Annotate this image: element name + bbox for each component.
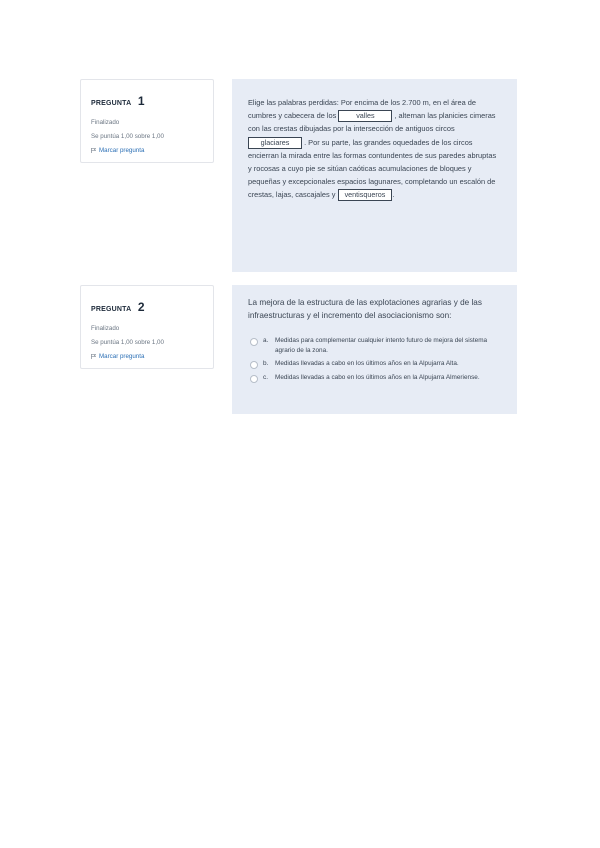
question-1-text	[232, 79, 517, 202]
answer-list	[232, 322, 517, 383]
question-2-header	[91, 298, 203, 316]
question-1-content	[232, 79, 517, 272]
question-label: PREGUNTA	[91, 306, 132, 313]
question-status: Finalizado	[91, 119, 120, 126]
answer-text: Medidas para complementar cualquier intento futuro de mejora del sistema agrario de la zona.	[275, 337, 488, 355]
flag-question-label: Marcar pregunta	[99, 147, 145, 154]
flag-icon	[91, 148, 96, 153]
question-score: Se puntúa 1,00 sobre 1,00	[91, 339, 164, 346]
question-1-header	[91, 92, 203, 110]
answer-letter: c.	[263, 373, 268, 381]
flag-question-label: Marcar pregunta	[99, 353, 145, 360]
answer-letter: a.	[263, 337, 269, 344]
question-2-text: La mejora de la estructura de las explotaciones agrarias y de las infraestructuras y el incremento del asociacionismo son:	[248, 298, 482, 320]
flag-question-link[interactable]	[91, 147, 203, 154]
answer-option-a[interactable]	[250, 336, 501, 356]
question-1-info	[80, 79, 214, 163]
radio-button[interactable]	[250, 338, 258, 346]
flag-question-link[interactable]	[91, 353, 203, 360]
question-status: Finalizado	[91, 325, 120, 332]
radio-button[interactable]	[250, 375, 258, 383]
answer-option-b[interactable]	[250, 359, 501, 369]
answer-option-c[interactable]	[250, 373, 501, 383]
answer-text: Medidas llevadas a cabo en los últimos años en la Alpujarra Alta.	[275, 360, 459, 368]
gap-answer-2[interactable]: glaciares	[248, 137, 302, 149]
flag-icon	[91, 354, 96, 359]
answer-letter: b.	[263, 360, 269, 368]
question-label: PREGUNTA	[91, 100, 132, 107]
question-text-part: Elige las palabras perdidas: Por encima de los 2.700 m, en el área de cumbres y cabecera de los	[248, 98, 477, 121]
question-number: 1	[137, 94, 145, 108]
question-text-part: . Por su parte, las grandes oquedades de los circos encierran la mirada entre las formas contundentes de sus paredes abruptas y rocosas a cuyo pie se sitúan caóticas acumulaciones de bloques y pequeñas y excepcionales espacios lagunares, completando un escalón de crestas, lajas, cascajales y	[248, 137, 497, 200]
radio-button[interactable]	[250, 361, 258, 369]
gap-answer-1[interactable]: valles	[338, 110, 392, 122]
question-text-part: .	[392, 190, 395, 200]
question-text-part: , alternan las planicies cimeras con las crestas dibujadas por la intersección de antiguos circos	[248, 111, 496, 134]
answer-text: Medidas llevadas a cabo en los últimos años en la Alpujarra Almeriense.	[275, 373, 480, 381]
question-score: Se puntúa 1,00 sobre 1,00	[91, 133, 164, 140]
gap-answer-3[interactable]: ventisqueros	[338, 189, 393, 201]
question-2-content	[232, 285, 517, 414]
question-number: 2	[137, 300, 145, 314]
question-2-info	[80, 285, 214, 369]
